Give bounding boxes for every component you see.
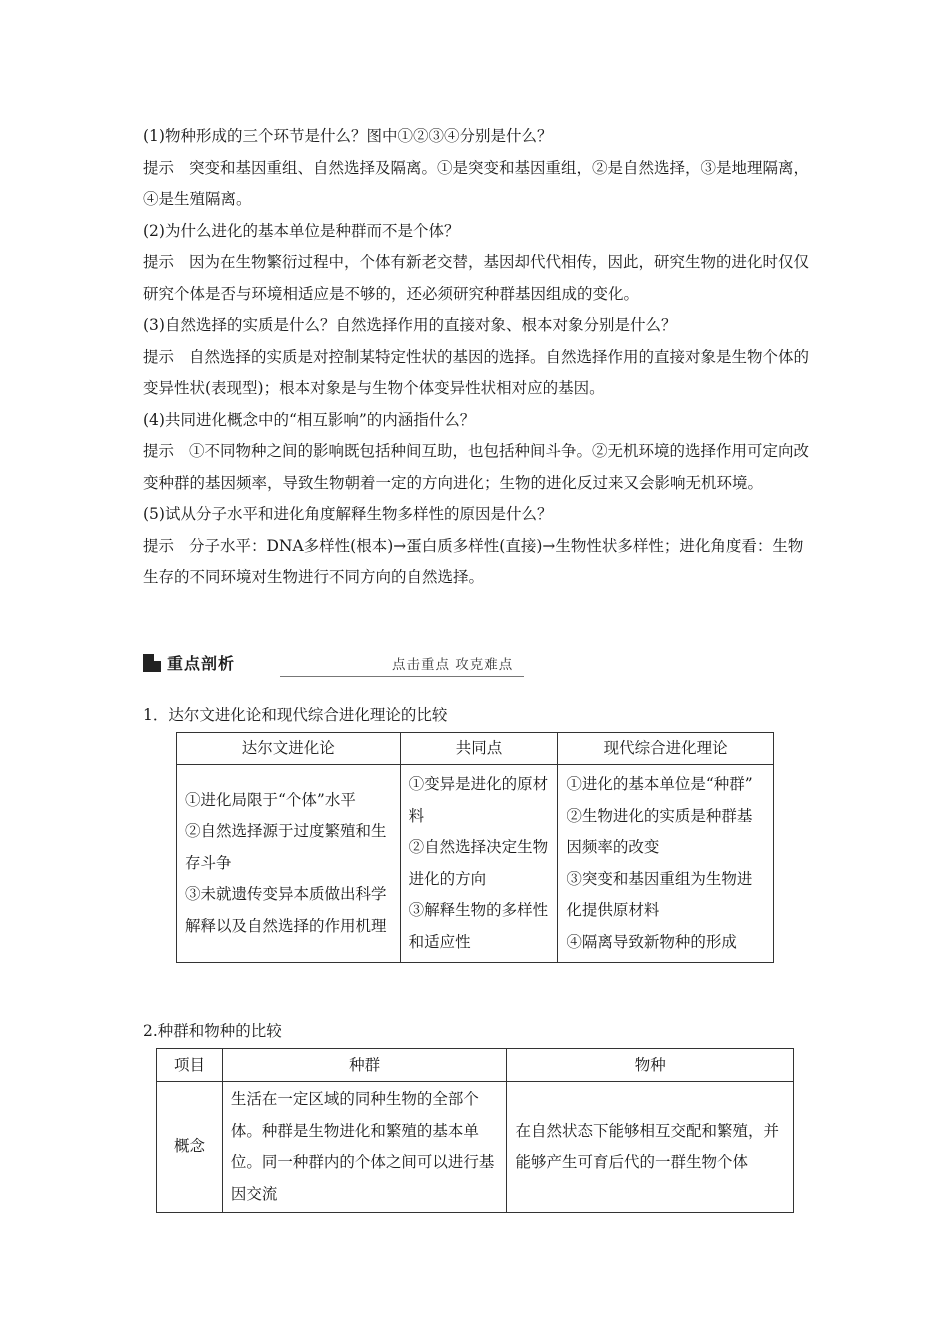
question-5: (5)试从分子水平和进化角度解释生物多样性的原因是什么？ bbox=[143, 505, 553, 523]
list-item: ①进化的基本单位是“种群” bbox=[566, 775, 753, 793]
section-title: 重点剖析 bbox=[167, 654, 236, 673]
question-1: (1)物种形成的三个环节是什么？图中①②③④分别是什么？ bbox=[143, 127, 553, 145]
hint-5 bbox=[143, 531, 813, 594]
header-item: 项目 bbox=[157, 1049, 223, 1082]
table-header-row bbox=[157, 1049, 794, 1082]
list-item: ③未就遗传变异本质做出科学解释以及自然选择的作用机理 bbox=[185, 885, 387, 935]
hint-text: ①不同物种之间的影响既包括种间互助，也包括种间斗争。②无机环境的选择作用可定向改变种群的基因频率，导致生物朝着一定的方向进化；生物的进化反过来又会影响无机环境。 bbox=[143, 442, 810, 492]
hint-text: 自然选择的实质是对控制某特定性状的基因的选择。自然选择作用的直接对象是生物个体的变异性状(表现型)；根本对象是与生物个体变异性状相对应的基因。 bbox=[143, 347, 810, 397]
hint-label: 提示 bbox=[143, 347, 175, 366]
hint-4 bbox=[143, 436, 813, 499]
hint-label: 提示 bbox=[143, 536, 175, 555]
hint-label: 提示 bbox=[143, 442, 175, 460]
qa-section bbox=[143, 121, 813, 594]
list-item: ①变异是进化的原材料 bbox=[408, 775, 549, 825]
modern-cell bbox=[558, 765, 774, 963]
table2-heading: 2.种群和物种的比较 bbox=[143, 1022, 282, 1040]
hint-1 bbox=[143, 153, 813, 216]
question-3: (3)自然选择的实质是什么？自然选择作用的直接对象、根本对象分别是什么？ bbox=[143, 316, 677, 334]
question-4: (4)共同进化概念中的“相互影响”的内涵指什么？ bbox=[143, 410, 476, 429]
hint-text: 因为在生物繁衍过程中，个体有新老交替，基因却代代相传，因此，研究生物的进化时仅仅研究个体是否与环境相适应是不够的，还必须研究种群基因组成的变化。 bbox=[143, 253, 810, 303]
darwin-modern-comparison-table bbox=[176, 732, 774, 963]
list-item: ①进化局限于“个体”水平 bbox=[185, 790, 356, 809]
population-species-table bbox=[156, 1048, 794, 1213]
table1-heading: 1．达尔文进化论和现代综合进化理论的比较 bbox=[143, 706, 448, 724]
question-2: (2)为什么进化的基本单位是种群而不是个体？ bbox=[143, 221, 460, 240]
section-subtitle: 点击重点 攻克难点 bbox=[392, 657, 514, 673]
hint-label: 提示 bbox=[143, 253, 175, 271]
common-cell bbox=[400, 765, 558, 963]
list-item: ②自然选择源于过度繁殖和生存斗争 bbox=[185, 822, 387, 872]
list-item: ②生物进化的实质是种群基因频率的改变 bbox=[566, 806, 753, 856]
darwin-cell bbox=[177, 765, 401, 963]
header-modern: 现代综合进化理论 bbox=[558, 733, 774, 765]
list-item: ③突变和基因重组为生物进化提供原材料 bbox=[566, 869, 753, 919]
header-darwin: 达尔文进化论 bbox=[177, 733, 401, 765]
list-item: ③解释生物的多样性和适应性 bbox=[408, 901, 549, 951]
hint-text: 突变和基因重组、自然选择及隔离。①是突变和基因重组，②是自然选择，③是地理隔离，④是生殖隔离。 bbox=[143, 158, 810, 208]
list-item: ②自然选择决定生物进化的方向 bbox=[408, 838, 549, 888]
table-row bbox=[177, 765, 774, 963]
table-header-row bbox=[177, 733, 774, 765]
section-header bbox=[140, 649, 524, 679]
section-square-icon bbox=[143, 654, 161, 672]
hint-label: 提示 bbox=[143, 158, 175, 177]
population-concept-cell: 生活在一定区域的同种生物的全部个体。种群是生物进化和繁殖的基本单位。同一种群内的个体之间可以进行基因交流 bbox=[222, 1082, 507, 1213]
section-underline bbox=[280, 676, 524, 677]
header-common: 共同点 bbox=[400, 733, 558, 765]
row-label-concept: 概念 bbox=[157, 1082, 223, 1213]
table-row bbox=[157, 1082, 794, 1213]
species-concept-cell: 在自然状态下能够相互交配和繁殖，并能够产生可育后代的一群生物个体 bbox=[507, 1082, 794, 1213]
header-population: 种群 bbox=[222, 1049, 507, 1082]
list-item: ④隔离导致新物种的形成 bbox=[566, 932, 737, 951]
hint-3 bbox=[143, 342, 813, 405]
hint-text: 分子水平：DNA多样性(根本)→蛋白质多样性(直接)→生物性状多样性；进化角度看：生物生存的不同环境对生物进行不同方向的自然选择。 bbox=[143, 536, 804, 586]
header-species: 物种 bbox=[507, 1049, 794, 1082]
hint-2 bbox=[143, 247, 813, 310]
